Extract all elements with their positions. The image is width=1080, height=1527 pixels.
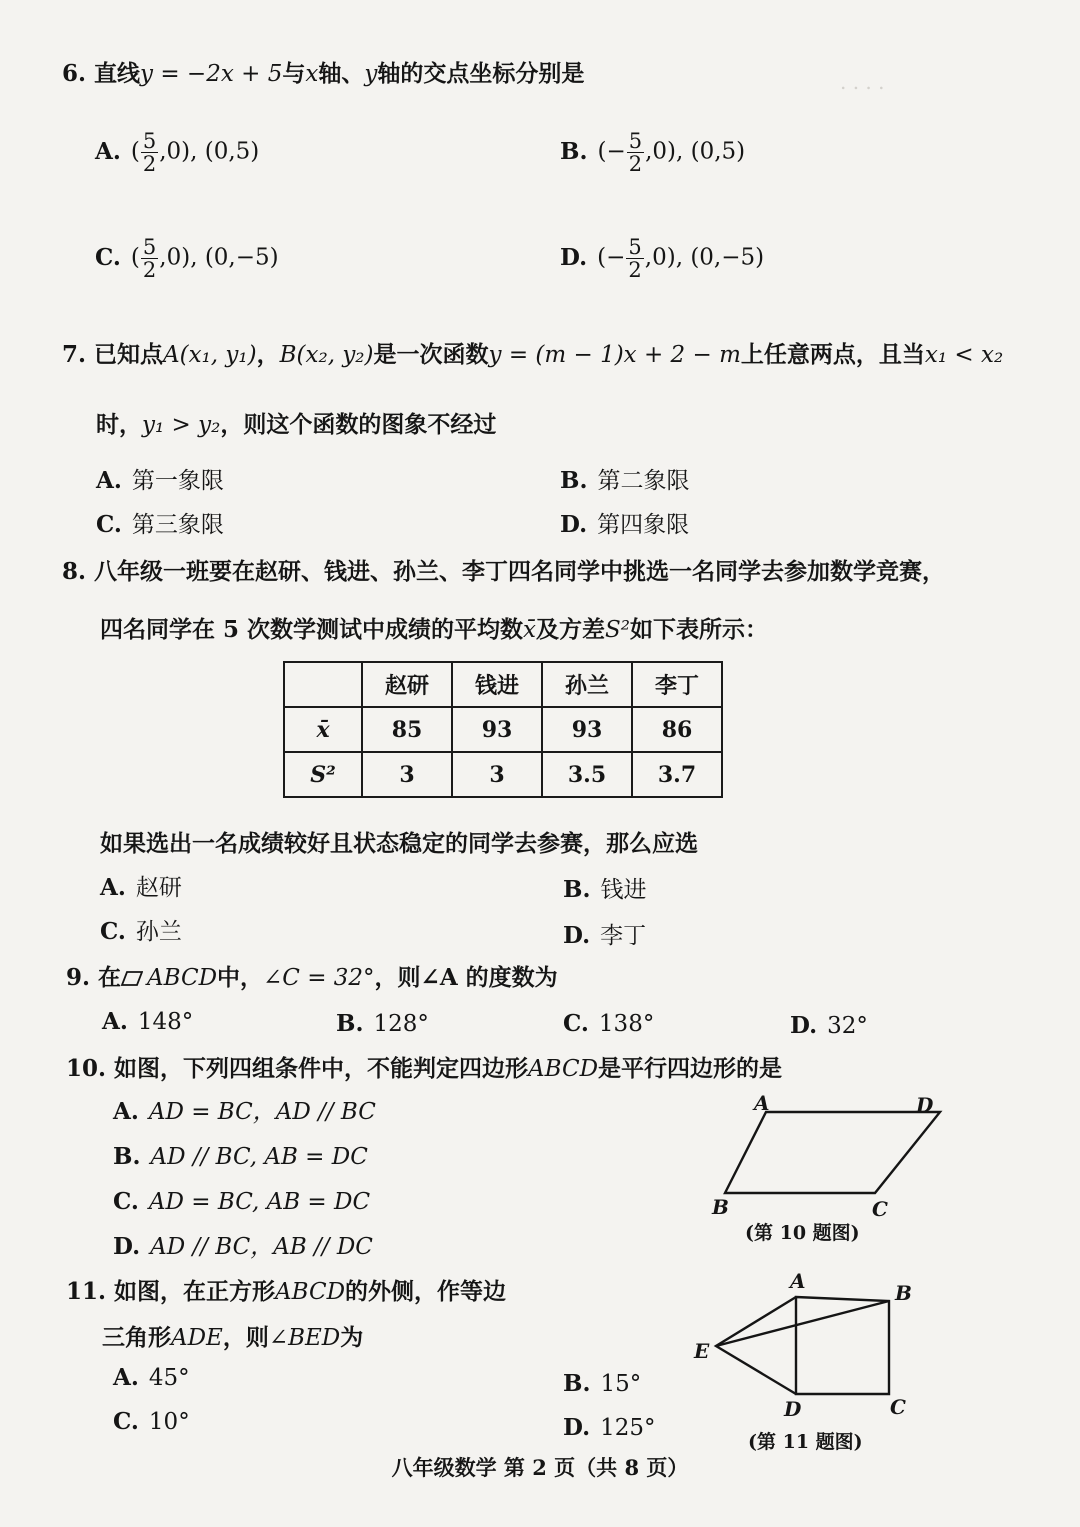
vertex-label-a: A (754, 1091, 770, 1115)
table-cell: 3 (362, 752, 452, 797)
figure-11-square-triangle (690, 1270, 920, 1430)
question-10-stem: 10. 如图，下列四组条件中，不能判定四边形ABCD是平行四边形的是 (66, 1055, 783, 1082)
table-cell: 3.5 (542, 752, 632, 797)
table-header-cell (284, 662, 362, 707)
table-cell: 3.7 (632, 752, 722, 797)
question-6-option-a: A. ( $\frac{5}{2}$ ,0), (0,5) (95, 129, 260, 177)
parallelogram-abcd (725, 1112, 940, 1193)
vertex-label-d: D (916, 1093, 934, 1117)
question-9-stem: 9. 在 ABCD中，∠C = 32°，则∠A 的度数为 (66, 964, 558, 991)
question-8-option-a: A. 赵研 (100, 874, 182, 901)
question-8-stem-line2: 四名同学在 5 次数学测试中成绩的平均数x̄及方差S²如下表所示： (100, 616, 768, 643)
table-header-cell: 孙兰 (542, 662, 632, 707)
table-header-cell: 赵研 (362, 662, 452, 707)
question-10-option-d: D. AD // BC，AB // DC (113, 1233, 373, 1260)
question-9-option-b: B. 128° (336, 1010, 429, 1037)
question-7-option-c: C. 第三象限 (96, 511, 224, 538)
vertex-label-b: B (712, 1195, 729, 1219)
table-header-row (284, 662, 722, 707)
question-9-option-c: C. 138° (563, 1010, 655, 1037)
question-10-option-c: C. AD = BC, AB = DC (113, 1188, 371, 1215)
question-7-stem-line2: 时，y₁ > y₂，则这个函数的图象不经过 (96, 411, 497, 438)
figure-10-caption: (第 10 题图) (745, 1222, 860, 1244)
triangle-ade (716, 1297, 796, 1394)
question-10-option-a: A. AD = BC，AD // BC (113, 1098, 376, 1125)
table-row (284, 752, 722, 797)
table-header-cell: 钱进 (452, 662, 542, 707)
table-cell: 93 (452, 707, 542, 752)
bleed-through-mark: . . . . (840, 70, 885, 94)
vertex-label-d: D (784, 1397, 802, 1421)
question-9-option-d: D. 32° (790, 1012, 868, 1039)
question-11-stem-line1: 11. 如图，在正方形ABCD的外侧，作等边 (66, 1278, 507, 1305)
question-7-option-b: B. 第二象限 (560, 467, 690, 494)
vertex-label-a: A (790, 1269, 806, 1293)
question-7-option-a: A. 第一象限 (96, 467, 224, 494)
table-row (284, 707, 722, 752)
table-row-label: S² (284, 752, 362, 797)
figure-10-parallelogram (700, 1090, 960, 1220)
table-header-cell: 李丁 (632, 662, 722, 707)
question-8-stem-line1: 8. 八年级一班要在赵研、钱进、孙兰、李丁四名同学中挑选一名同学去参加数学竞赛， (62, 558, 946, 585)
figure-11-caption: (第 11 题图) (748, 1431, 863, 1453)
question-7-option-d: D. 第四象限 (560, 511, 690, 538)
vertex-label-c: C (872, 1197, 888, 1221)
question-10-option-b: B. AD // BC, AB = DC (113, 1143, 368, 1170)
question-6-option-b: B. (− $\frac{5}{2}$ ,0), (0,5) (560, 129, 746, 177)
scores-table (283, 661, 723, 798)
question-8-option-d: D. 李丁 (563, 922, 647, 949)
question-6-stem: 6. 直线y = −2x + 5与x轴、y轴的交点坐标分别是 (62, 60, 585, 87)
vertex-label-c: C (890, 1395, 906, 1419)
question-8-ask: 如果选出一名成绩较好且状态稳定的同学去参赛，那么应选 (100, 830, 698, 857)
question-6-option-c: C. ( $\frac{5}{2}$ ,0), (0,−5) (95, 235, 279, 283)
question-11-option-a: A. 45° (113, 1364, 190, 1391)
table-row-label: x̄ (284, 707, 362, 752)
table-cell: 3 (452, 752, 542, 797)
parallelogram-icon (121, 971, 143, 986)
question-11-option-b: B. 15° (563, 1370, 642, 1397)
question-11-option-d: D. 125° (563, 1414, 656, 1441)
square-abcd (796, 1297, 889, 1394)
vertex-label-e: E (694, 1339, 710, 1363)
question-7-stem-line1: 7. 已知点A(x₁, y₁)，B(x₂, y₂)是一次函数y = (m − 1)x + 2 − m上任意两点，且当x₁ < x₂ (62, 341, 1004, 368)
question-6-option-d: D. (− $\frac{5}{2}$ ,0), (0,−5) (560, 235, 765, 283)
segment-be (716, 1301, 889, 1346)
question-8-option-c: C. 孙兰 (100, 918, 182, 945)
table-cell: 86 (632, 707, 722, 752)
question-11-option-c: C. 10° (113, 1408, 190, 1435)
table-cell: 85 (362, 707, 452, 752)
table-cell: 93 (542, 707, 632, 752)
question-11-stem-line2: 三角形ADE，则∠BED为 (102, 1324, 364, 1351)
question-9-option-a: A. 148° (102, 1008, 194, 1035)
vertex-label-b: B (895, 1281, 912, 1305)
question-8-option-b: B. 钱进 (563, 876, 647, 903)
page-footer: 八年级数学 第 2 页（共 8 页） (391, 1455, 689, 1480)
